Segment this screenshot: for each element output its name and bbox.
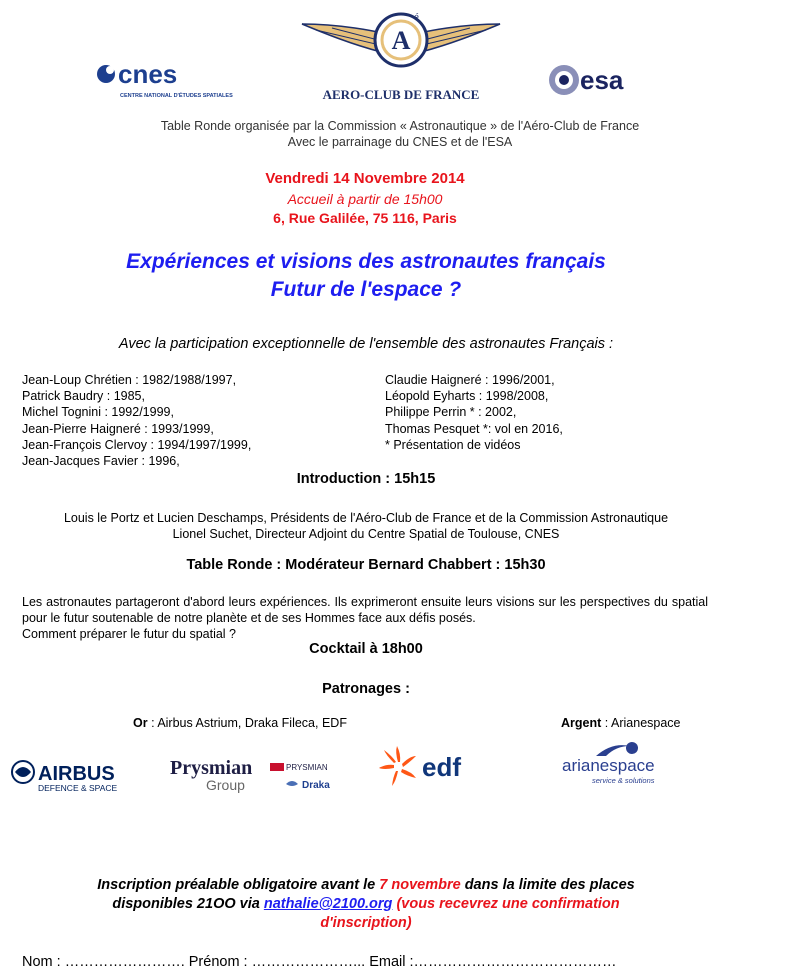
arianespace-sub: service & solutions xyxy=(592,776,655,785)
title-line-1: Expériences et visions des astronautes français xyxy=(126,250,606,273)
cocktail-text: Cocktail à 18h00 xyxy=(309,641,423,657)
prysmian-name: Prysmian xyxy=(170,757,253,779)
edf-name: edf xyxy=(422,752,461,782)
esa-name: esa xyxy=(580,65,624,95)
inscription-deadline: 7 novembre xyxy=(379,877,461,893)
inscription-text: disponibles 21OO via xyxy=(112,896,264,912)
astronauts-right xyxy=(385,372,563,453)
astronaut-item: Philippe Perrin * : 2002, xyxy=(385,405,517,420)
or-sponsors xyxy=(133,715,347,731)
astronaut-item: Jean-Pierre Haigneré : 1993/1999, xyxy=(22,421,214,436)
argent-sponsors xyxy=(561,715,681,731)
astronaut-item: Claudie Haigneré : 1996/2001, xyxy=(385,373,555,387)
aeroclub-name: AERO-CLUB DE FRANCE xyxy=(322,87,480,102)
astronaut-item: Patrick Baudry : 1985, xyxy=(22,389,145,404)
introduction-heading: Introduction : 15h15 xyxy=(296,471,436,487)
event-address: 6, Rue Galilée, 75 116, Paris xyxy=(273,210,457,226)
inscription-confirmation: (vous recevrez une confirmation xyxy=(392,896,620,912)
cnes-logo xyxy=(88,58,248,108)
cnes-subtitle: CENTRE NATIONAL D'ÉTUDES SPATIALES xyxy=(120,93,233,99)
astronaut-item: Léopold Eyharts : 1998/2008, xyxy=(385,389,549,404)
inscription-line-2 xyxy=(0,895,732,914)
esa-logo xyxy=(546,60,656,100)
astronaut-note: * Présentation de vidéos xyxy=(385,437,521,452)
or-label: Or xyxy=(133,716,148,730)
airbus-name: AIRBUS xyxy=(38,763,115,785)
inscription-text: Inscription préalable obligatoire avant le xyxy=(97,877,380,893)
inscription-line-1 xyxy=(0,876,732,895)
astronaut-item: Jean-François Clervoy : 1994/1997/1999, xyxy=(22,437,252,452)
registration-form-line: Nom : ……………………. Prénom : …………………... Email :…………………………………… xyxy=(22,954,617,970)
event-reception: Accueil à partir de 15h00 xyxy=(287,191,443,207)
title-line-2: Futur de l'espace ? xyxy=(270,278,462,301)
cnes-name: cnes xyxy=(118,59,178,89)
astronaut-item: Jean-Loup Chrétien : 1982/1988/1997, xyxy=(22,373,237,387)
arianespace-logo xyxy=(562,740,682,790)
argent-label: Argent xyxy=(561,716,602,730)
prysmian-logo xyxy=(168,756,258,796)
astronaut-item: Jean-Jacques Favier : 1996, xyxy=(22,454,180,469)
inscription-line-3: d'inscription) xyxy=(320,915,412,931)
astronaut-item: Thomas Pesquet *: vol en 2016, xyxy=(385,421,563,436)
table-ronde-paragraph: Les astronautes partageront d'abord leurs expériences. Ils exprimeront ensuite leurs visions sur les perspectives du spatial pour le futur soutenable de notre planète et de ses Hommes face aux défis posés. xyxy=(22,595,708,625)
prysmian-draka-logo xyxy=(268,760,348,794)
or-sponsor-list: : Airbus Astrium, Draka Fileca, EDF xyxy=(147,716,347,730)
table-ronde-question: Comment préparer le futur du spatial ? xyxy=(22,627,236,641)
airbus-sub: DEFENCE & SPACE xyxy=(38,783,118,793)
astronauts-left xyxy=(22,372,251,469)
patronages-heading: Patronages : xyxy=(322,681,410,697)
aeroclub-logo xyxy=(296,0,506,105)
table-ronde-heading: Table Ronde : Modérateur Bernard Chabbert : 15h30 xyxy=(186,557,546,573)
svg-text:é: é xyxy=(414,11,419,23)
email-link[interactable]: nathalie@2100.org xyxy=(263,896,393,912)
intro-line-2: Avec le parrainage du CNES et de l'ESA xyxy=(287,135,513,149)
intro-line-1: Table Ronde organisée par la Commission « Astronautique » de l'Aéro-Club de France xyxy=(160,119,640,133)
participation-text: Avec la participation exceptionnelle de l'ensemble des astronautes Français : xyxy=(118,336,614,352)
inscription-block xyxy=(0,876,732,933)
prysmian-small: PRYSMIAN xyxy=(286,763,328,772)
introduction-line-2: Lionel Suchet, Directeur Adjoint du Centre Spatial de Toulouse, CNES xyxy=(172,527,560,541)
introduction-line-1: Louis le Portz et Lucien Deschamps, Présidents de l'Aéro-Club de France et de la Commission Astronautique xyxy=(63,511,669,525)
airbus-logo xyxy=(10,758,150,798)
argent-sponsor-list: : Arianespace xyxy=(601,716,681,730)
inscription-text: dans la limite des places xyxy=(460,877,635,893)
draka-name: Draka xyxy=(302,780,330,791)
svg-text:A: A xyxy=(391,26,411,55)
arianespace-name: arianespace xyxy=(562,756,655,775)
event-date: Vendredi 14 Novembre 2014 xyxy=(265,170,465,187)
prysmian-sub: Group xyxy=(206,777,245,793)
edf-logo xyxy=(378,744,478,790)
astronaut-item: Michel Tognini : 1992/1999, xyxy=(22,405,174,420)
